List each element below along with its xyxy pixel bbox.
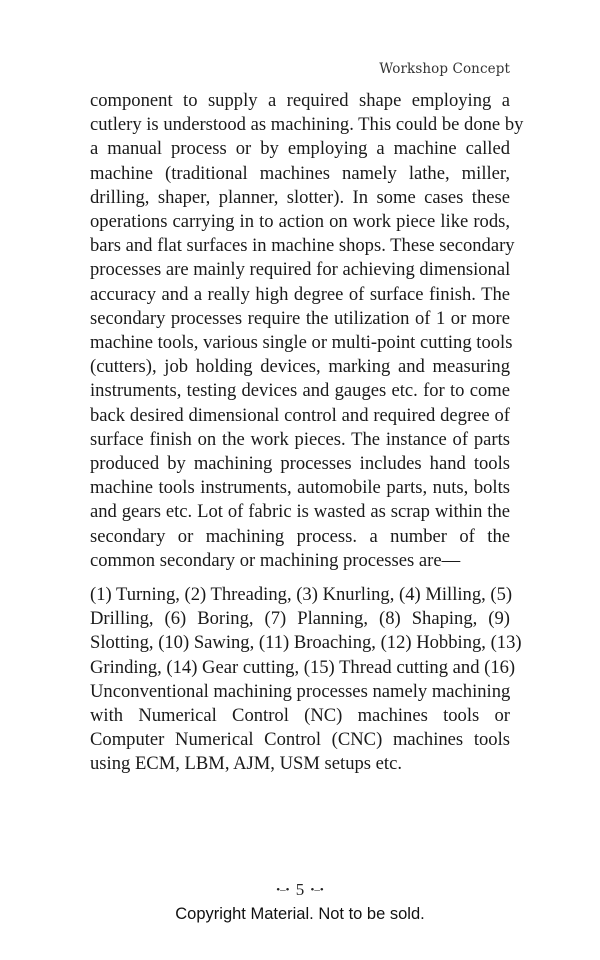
text-line: using ECM, LBM, AJM, USM setups etc. xyxy=(90,753,402,775)
body-text xyxy=(90,89,524,777)
text-line: instruments, testing devices and gauges etc. for to come xyxy=(90,380,510,402)
text-line: component to supply a required shape employing a xyxy=(90,90,510,111)
text-line: cutlery is understood as machining. This could be done by xyxy=(90,114,524,136)
text-line: surface finish on the work pieces. The instance of parts xyxy=(90,428,510,450)
text-line: back desired dimensional control and required degree of xyxy=(90,404,510,426)
text-line: Unconventional machining processes namely machining xyxy=(90,680,511,702)
text-line: machine (traditional machines namely lathe, miller, xyxy=(90,162,510,184)
ornament-left-icon: •–• xyxy=(276,884,290,896)
text-line: bars and flat surfaces in machine shops. These secondary xyxy=(90,235,515,257)
text-line: processes are mainly required for achieving dimensional xyxy=(90,259,511,281)
text-line: and gears etc. Lot of fabric is wasted as scrap within the xyxy=(90,501,510,523)
text-line: common secondary or machining processes are— xyxy=(90,549,461,571)
text-line: machine tools instruments, automobile parts, nuts, bolts xyxy=(90,477,510,499)
page-number xyxy=(0,880,600,900)
text-line: machine tools, various single or multi-point cutting tools xyxy=(90,332,513,354)
page-number-value: 5 xyxy=(295,880,305,899)
text-line: operations carrying in to action on work piece like rods, xyxy=(90,211,510,233)
text-line: Grinding, (14) Gear cutting, (15) Thread cutting and (16) xyxy=(90,656,516,678)
text-line: (1) Turning, (2) Threading, (3) Knurling, (4) Milling, (5) xyxy=(90,584,513,606)
text-line: a manual process or by employing a machine called xyxy=(90,138,510,160)
paragraph-machining-intro xyxy=(90,89,524,573)
ornament-right-icon: •–• xyxy=(310,884,324,896)
copyright-notice: Copyright Material. Not to be sold. xyxy=(175,905,425,923)
text-line: drilling, shaper, planner, slotter). In some cases these xyxy=(90,186,510,208)
text-line: Computer Numerical Control (CNC) machines tools xyxy=(90,729,510,751)
text-line: with Numerical Control (NC) machines tools or xyxy=(90,705,510,727)
text-line: produced by machining processes includes hand tools xyxy=(90,453,510,475)
running-header: Workshop Concept xyxy=(379,61,510,77)
text-line: Drilling, (6) Boring, (7) Planning, (8) Shaping, (9) xyxy=(90,608,510,630)
text-line: secondary processes require the utilization of 1 or more xyxy=(90,307,510,329)
text-line: accuracy and a really high degree of surface finish. The xyxy=(90,283,510,305)
text-line: (cutters), job holding devices, marking and measuring xyxy=(90,356,510,378)
paragraph-process-list xyxy=(90,583,522,777)
text-line: secondary or machining process. a number of the xyxy=(90,525,510,547)
text-line: Slotting, (10) Sawing, (11) Broaching, (12) Hobbing, (13) xyxy=(90,632,522,654)
